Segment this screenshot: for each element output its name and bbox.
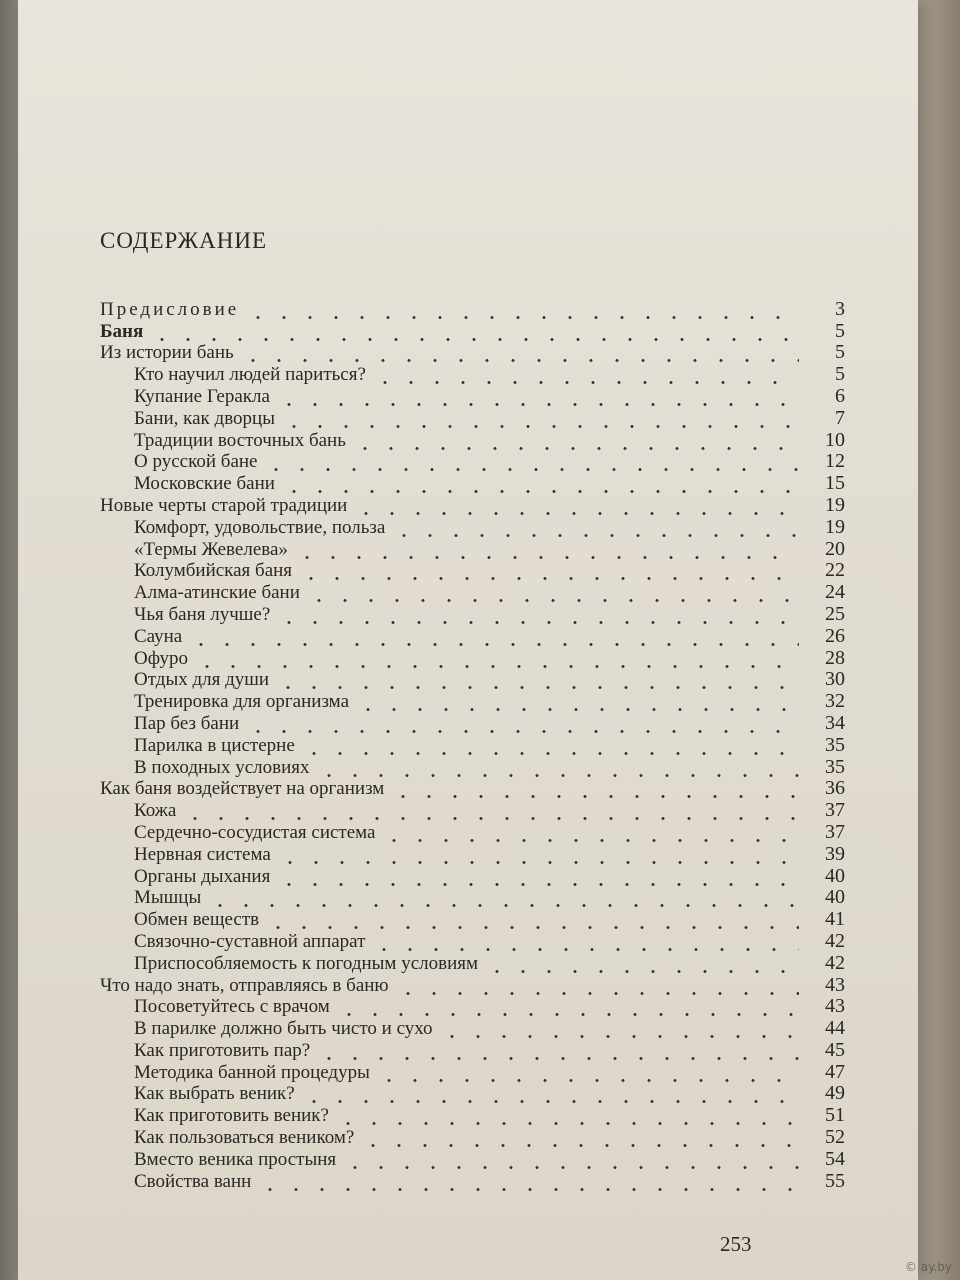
dot-leader (245, 713, 799, 734)
dot-leader (301, 1083, 799, 1104)
toc-entry (100, 1148, 845, 1170)
toc-entry-title: Посоветуйтесь с врачом (134, 996, 330, 1018)
toc-entry (100, 363, 845, 385)
dot-leader (265, 909, 799, 930)
toc-entry-title: Связочно-суставной аппарат (134, 930, 366, 952)
toc-entry (100, 799, 845, 821)
toc-entry-page: 25 (825, 602, 845, 625)
dot-leader (342, 1149, 799, 1170)
toc-entry (100, 712, 845, 734)
toc-entry-title: Как пользоваться веником? (134, 1127, 355, 1149)
toc-entry-title: Как приготовить веник? (134, 1105, 329, 1127)
toc-entry-title: В походных условиях (134, 756, 310, 778)
dot-leader (316, 757, 800, 778)
toc-entry-title: Как приготовить пар? (134, 1039, 311, 1061)
toc-entry (100, 1126, 845, 1148)
dot-leader (298, 560, 799, 581)
toc-entry (100, 472, 845, 494)
toc-entry (100, 821, 845, 843)
toc-entry (100, 908, 845, 930)
toc-entry (100, 996, 845, 1018)
toc-entry (100, 974, 845, 996)
dot-leader (188, 626, 799, 647)
toc-entry-page: 35 (825, 755, 845, 778)
dot-leader (306, 582, 799, 603)
toc-entry (100, 865, 845, 887)
toc-entry-page: 52 (825, 1126, 845, 1149)
toc-entry-title: Как выбрать веник? (134, 1083, 295, 1105)
toc-entry-page: 34 (825, 711, 845, 734)
dot-leader (182, 800, 799, 821)
toc-entry-page: 42 (825, 929, 845, 952)
toc-entry-page: 5 (835, 319, 845, 342)
dot-leader (355, 691, 799, 712)
dot-leader (281, 473, 799, 494)
dot-leader (294, 539, 799, 560)
toc-entry (100, 930, 845, 952)
toc-entry-page: 15 (825, 472, 845, 495)
toc-entry (100, 320, 845, 342)
dot-leader (263, 451, 799, 472)
toc-entry (100, 407, 845, 429)
dot-leader (277, 844, 799, 865)
dot-leader (276, 866, 799, 887)
toc-entry-page: 44 (825, 1017, 845, 1040)
toc-entry-title: Сауна (134, 625, 183, 647)
dot-leader (257, 1171, 799, 1192)
table-of-contents (100, 298, 845, 1192)
toc-entry-page: 6 (835, 384, 845, 407)
toc-entry (100, 1017, 845, 1039)
toc-entry-page: 28 (825, 646, 845, 669)
toc-entry-title: Свойства ванн (134, 1170, 252, 1192)
toc-entry (100, 603, 845, 625)
dot-leader (276, 604, 799, 625)
dot-leader (207, 887, 799, 908)
toc-entry (100, 538, 845, 560)
toc-entry-page: 22 (825, 559, 845, 582)
page-number: 253 (720, 1232, 752, 1256)
toc-entry (100, 756, 845, 778)
toc-entry-page: 45 (825, 1038, 845, 1061)
toc-entry-page: 20 (825, 537, 845, 560)
toc-entry-title: Парилка в цистерне (134, 734, 295, 756)
toc-entry-page: 37 (825, 820, 845, 843)
dot-leader (316, 1040, 799, 1061)
toc-entry (100, 690, 845, 712)
toc-entry-page: 43 (825, 995, 845, 1018)
toc-entry-page: 42 (825, 951, 845, 974)
toc-entry (100, 560, 845, 582)
toc-entry-page: 39 (825, 842, 845, 865)
toc-entry-page: 37 (825, 799, 845, 822)
toc-entry-title: Пар без бани (134, 712, 240, 734)
toc-entry-title: Методика банной процедуры (134, 1061, 370, 1083)
toc-entry-page: 55 (825, 1169, 845, 1192)
toc-entry-title: Кто научил людей париться? (134, 364, 366, 386)
toc-entry-title: Тренировка для организма (134, 691, 350, 713)
toc-entry-page: 43 (825, 973, 845, 996)
toc-entry-page: 19 (825, 515, 845, 538)
dot-leader (353, 495, 799, 516)
toc-entry-page: 51 (825, 1104, 845, 1127)
dot-leader (336, 996, 799, 1017)
dot-leader (335, 1105, 799, 1126)
dot-leader (352, 430, 799, 451)
toc-entry (100, 647, 845, 669)
toc-entry-page: 40 (825, 886, 845, 909)
toc-entry (100, 1170, 845, 1192)
toc-entry (100, 1083, 845, 1105)
toc-entry (100, 298, 845, 320)
toc-entry-title: Купание Геракла (134, 385, 270, 407)
toc-entry-page: 19 (825, 493, 845, 516)
toc-entry (100, 1104, 845, 1126)
toc-entry-page: 30 (825, 668, 845, 691)
toc-entry-title: Нервная система (134, 843, 271, 865)
toc-entry-title: Предисловие (100, 298, 240, 320)
page-content (100, 0, 845, 1280)
toc-entry (100, 734, 845, 756)
dot-leader (275, 669, 799, 690)
toc-entry-title: Органы дыхания (134, 865, 271, 887)
toc-entry-title: Алма-атинские бани (134, 582, 300, 604)
toc-entry (100, 429, 845, 451)
toc-entry (100, 1061, 845, 1083)
dot-leader (276, 386, 799, 407)
toc-entry (100, 342, 845, 364)
dot-leader (240, 342, 799, 363)
dot-leader (194, 648, 799, 669)
toc-entry-page: 10 (825, 428, 845, 451)
toc-entry (100, 625, 845, 647)
watermark: © ay.by (904, 1260, 952, 1274)
toc-entry-page: 47 (825, 1060, 845, 1083)
toc-entry-title: Приспособляемость к погодным условиям (134, 952, 479, 974)
toc-entry-title: Что надо знать, отправляясь в баню (100, 974, 389, 996)
toc-entry-page: 12 (825, 450, 845, 473)
dot-leader (301, 735, 799, 756)
toc-entry (100, 952, 845, 974)
dot-leader (371, 931, 799, 952)
book-page (18, 0, 918, 1280)
toc-entry-title: Офуро (134, 647, 189, 669)
dot-leader (390, 778, 799, 799)
toc-entry-title: В парилке должно быть чисто и сухо (134, 1018, 433, 1040)
toc-entry-title: О русской бане (134, 451, 258, 473)
toc-entry-title: Бани, как дворцы (134, 407, 275, 429)
toc-entry (100, 887, 845, 909)
toc-entry (100, 1039, 845, 1061)
dot-leader (484, 953, 799, 974)
toc-entry-page: 3 (835, 297, 845, 320)
toc-entry-title: Баня (100, 320, 144, 342)
dot-leader (245, 299, 799, 320)
toc-entry-title: «Термы Жевелева» (134, 538, 288, 560)
toc-entry-title: Комфорт, удовольствие, польза (134, 516, 386, 538)
toc-heading: СОДЕРЖАНИЕ (100, 228, 268, 253)
toc-entry-title: Новые черты старой традиции (100, 494, 348, 516)
dot-leader (281, 408, 799, 429)
toc-entry-page: 41 (825, 908, 845, 931)
dot-leader (149, 321, 799, 342)
toc-entry-page: 49 (825, 1082, 845, 1105)
toc-entry-title: Сердечно-сосудистая система (134, 821, 376, 843)
toc-entry (100, 494, 845, 516)
toc-entry-title: Московские бани (134, 473, 275, 495)
dot-leader (439, 1018, 799, 1039)
dot-leader (376, 1062, 799, 1083)
toc-entry (100, 778, 845, 800)
toc-entry-title: Колумбийская баня (134, 560, 293, 582)
dot-leader (372, 364, 799, 385)
toc-entry-title: Из истории бань (100, 342, 234, 364)
toc-entry-page: 7 (835, 406, 845, 429)
dot-leader (360, 1127, 799, 1148)
toc-entry-page: 5 (835, 363, 845, 386)
toc-entry-title: Кожа (134, 800, 177, 822)
toc-entry-page: 35 (825, 733, 845, 756)
dot-leader (395, 975, 799, 996)
toc-entry (100, 843, 845, 865)
toc-entry-page: 26 (825, 624, 845, 647)
toc-entry-title: Традиции восточных бань (134, 429, 346, 451)
toc-entry-title: Отдых для души (134, 669, 270, 691)
toc-entry-page: 32 (825, 690, 845, 713)
toc-entry (100, 385, 845, 407)
toc-entry-page: 5 (835, 341, 845, 364)
toc-entry-page: 36 (825, 777, 845, 800)
toc-entry (100, 451, 845, 473)
toc-entry (100, 516, 845, 538)
toc-entry (100, 669, 845, 691)
toc-entry-title: Чья баня лучше? (134, 603, 271, 625)
toc-entry-title: Как баня воздействует на организм (100, 778, 385, 800)
toc-entry-title: Мышцы (134, 887, 202, 909)
toc-entry-title: Обмен веществ (134, 909, 260, 931)
toc-entry-page: 40 (825, 864, 845, 887)
toc-entry-page: 54 (825, 1147, 845, 1170)
toc-entry (100, 581, 845, 603)
toc-entry-page: 24 (825, 581, 845, 604)
toc-entry-title: Вместо веника простыня (134, 1148, 337, 1170)
dot-leader (381, 822, 799, 843)
dot-leader (391, 517, 799, 538)
